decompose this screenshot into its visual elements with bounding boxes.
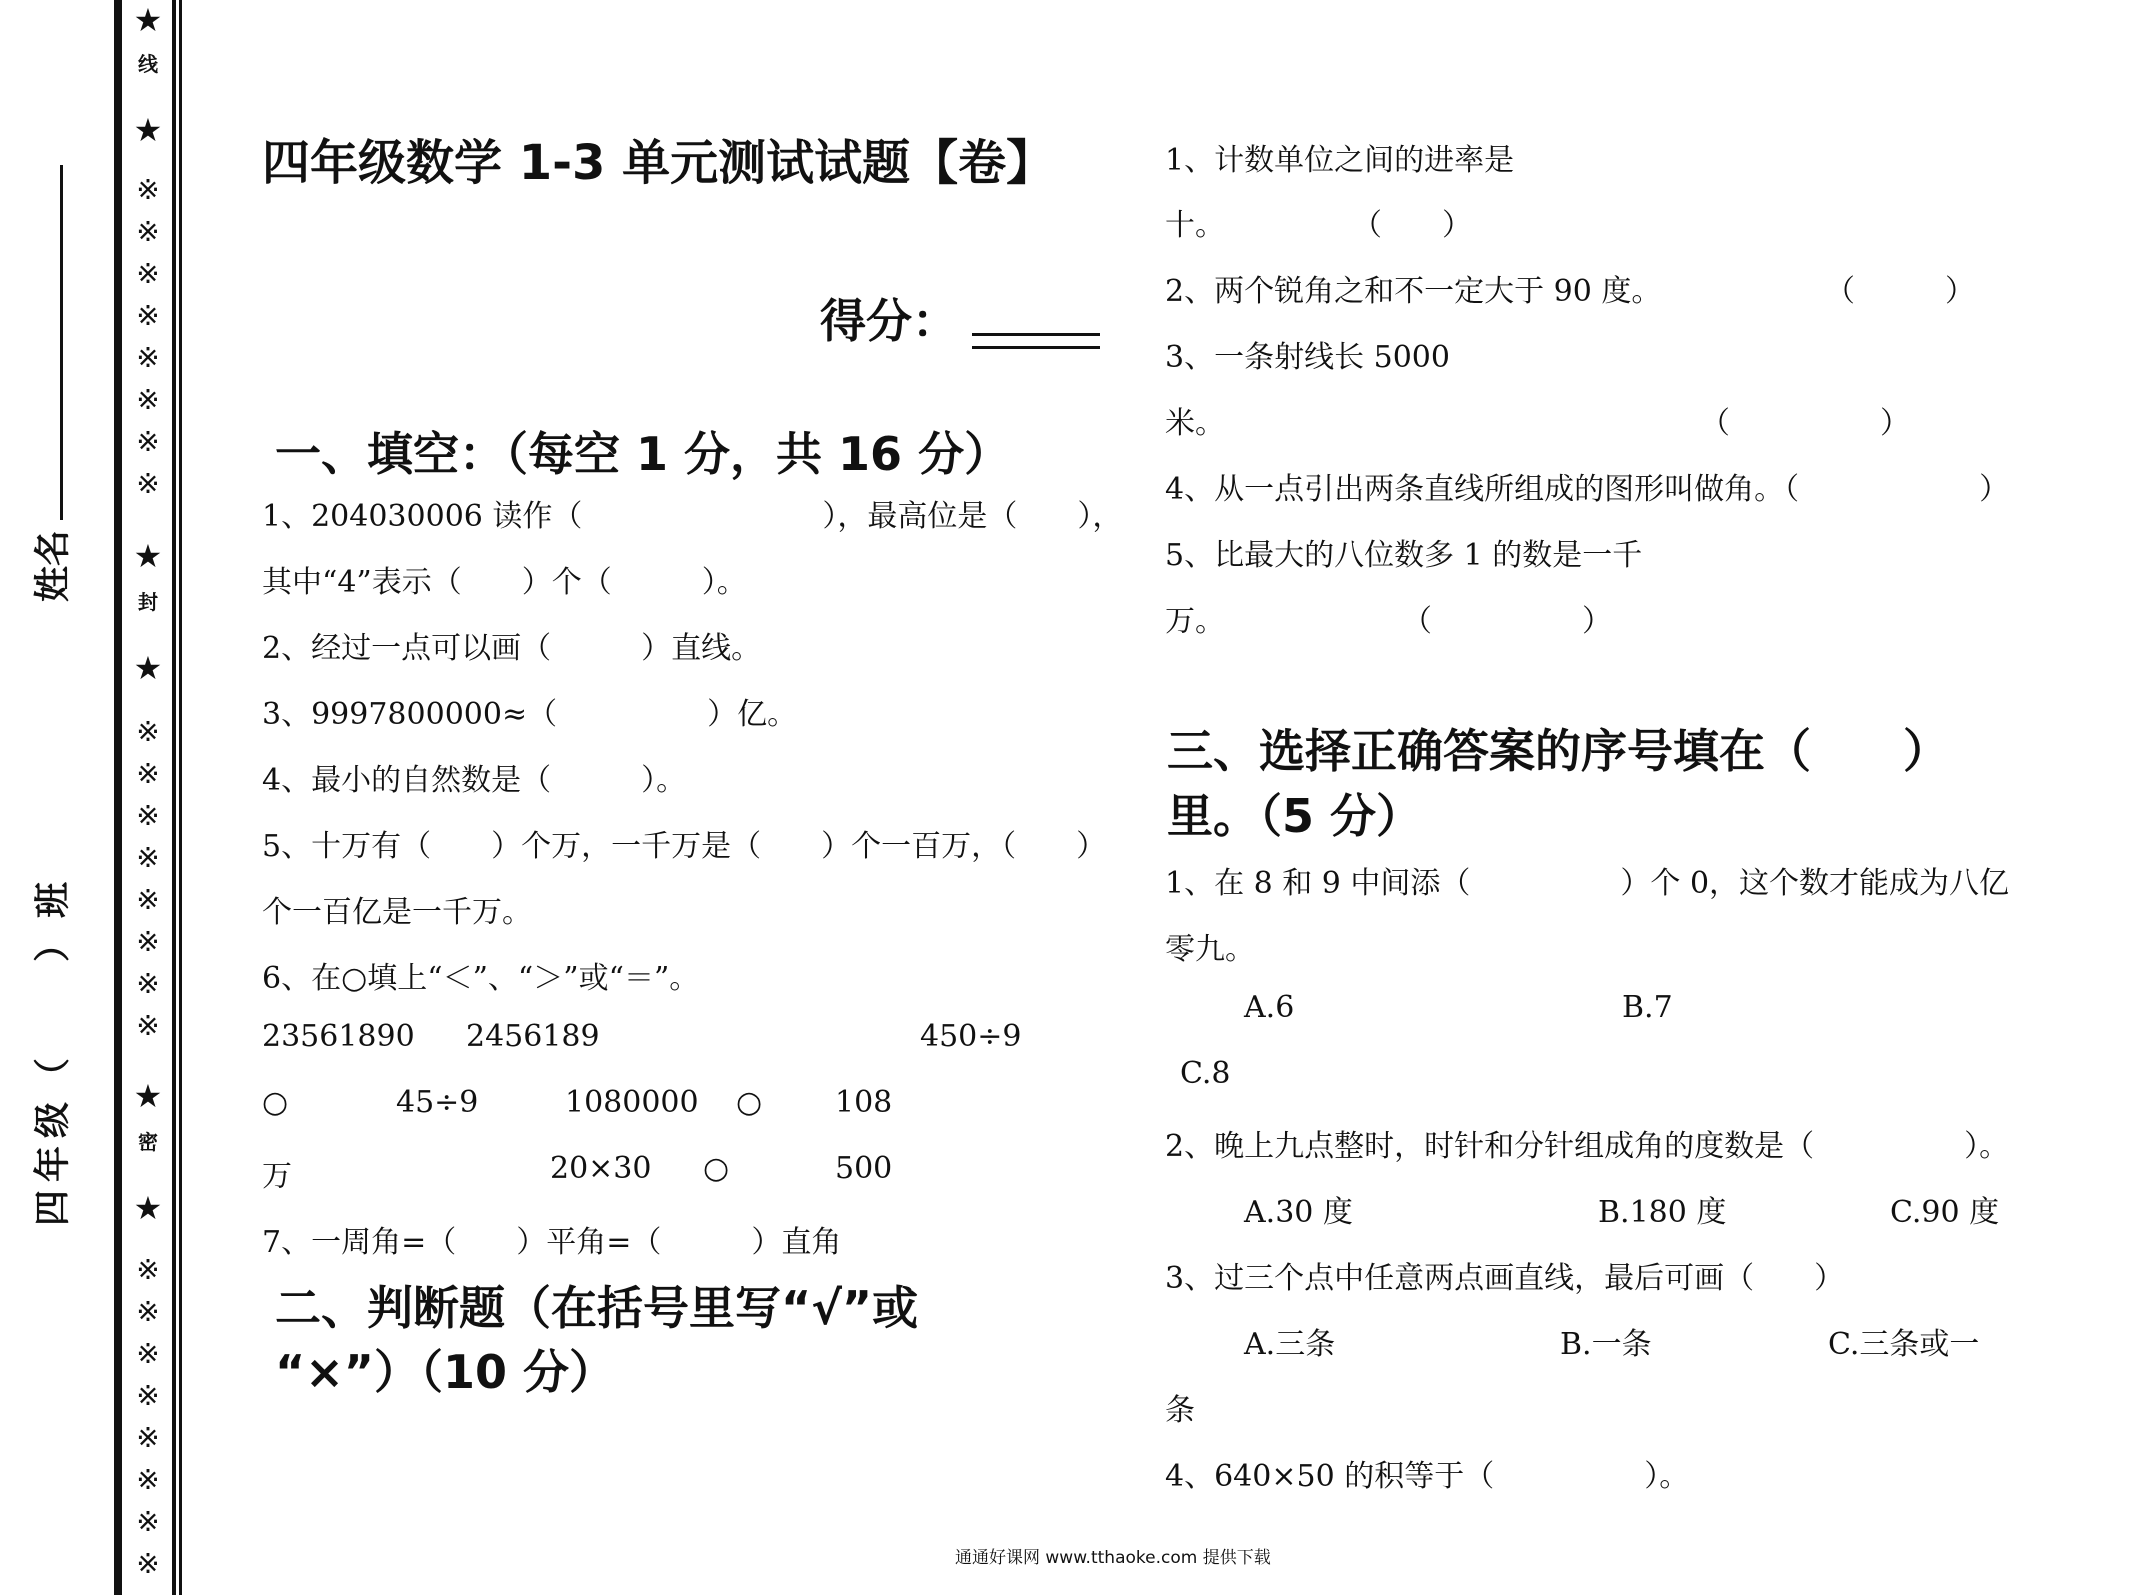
s2-q3-cont: 米。: [1165, 406, 1225, 441]
class-label: 四年级（ ）班: [32, 873, 74, 1227]
mark-icon: ※: [136, 1337, 160, 1370]
s2-q2-answer[interactable]: （ ）: [1825, 274, 1975, 309]
mark-icon: ※: [136, 215, 160, 248]
section2-heading-2: “×”）（10 分）: [275, 1345, 616, 1399]
binding-line-right: [179, 0, 182, 1595]
mark-icon: ※: [136, 1505, 160, 1538]
mark-icon: ※: [136, 425, 160, 458]
s3-q2: 2、晚上九点整时，时针和分针组成角的度数是（ ）。: [1165, 1129, 2010, 1164]
binding-line-inner: [172, 0, 176, 1595]
s3-q1: 1、在 8 和 9 中间添（ ）个 0，这个数才能成为八亿: [1165, 866, 2010, 901]
s1-line-2: 其中“4”表示（ ）个（ ）。: [262, 565, 747, 600]
s2-q3-answer[interactable]: （ ）: [1700, 406, 1910, 441]
mark-icon: ※: [136, 883, 160, 916]
binding-line-left: [114, 0, 122, 1595]
section3-heading-2: 里。（5 分）: [1167, 789, 1423, 843]
compare-value: 450÷9: [920, 1019, 1022, 1054]
mark-icon: ※: [136, 1547, 160, 1580]
s1-line-7: 个一百亿是一千万。: [262, 895, 532, 930]
mark-icon: ※: [136, 1379, 160, 1412]
name-underline[interactable]: [60, 165, 63, 520]
mark-icon: ※: [136, 383, 160, 416]
mark-icon: ※: [136, 1295, 160, 1328]
option-b[interactable]: B.180 度: [1598, 1195, 1727, 1230]
s2-q5: 5、比最大的八位数多 1 的数是一千: [1165, 538, 1643, 573]
page-title: 四年级数学 1-3 单元测试试题【卷】: [262, 135, 1055, 191]
star-icon: ★: [133, 111, 163, 149]
option-a[interactable]: A.30 度: [1244, 1195, 1353, 1230]
mark-icon: ※: [136, 967, 160, 1000]
mark-icon: ※: [136, 257, 160, 290]
s1-line-5: 4、最小的自然数是（ ）。: [262, 763, 687, 798]
mark-icon: ※: [136, 1463, 160, 1496]
star-icon: ★: [133, 537, 163, 575]
footer-credit: 通通好课网 www.tthaoke.com 提供下载: [955, 1548, 1271, 1568]
mark-icon: ※: [136, 757, 160, 790]
s3-q4: 4、640×50 的积等于（ ）。: [1165, 1459, 1690, 1494]
mark-icon: ※: [136, 173, 160, 206]
mark-icon: ※: [136, 1253, 160, 1286]
star-icon: ★: [133, 1077, 163, 1115]
mark-icon: ※: [136, 467, 160, 500]
compare-circle[interactable]: ○: [703, 1151, 730, 1186]
s1-line-q7: 7、一周角=（ ）平角=（ ）直角: [262, 1225, 842, 1260]
section1-heading: 一、填空：（每空 1 分，共 16 分）: [275, 427, 1011, 481]
s2-q2: 2、两个锐角之和不一定大于 90 度。: [1165, 274, 1662, 309]
s2-q1: 1、计数单位之间的进率是: [1165, 143, 1515, 178]
compare-circle[interactable]: ○: [262, 1085, 289, 1120]
mark-icon: ※: [136, 715, 160, 748]
section2-heading-1: 二、判断题（在括号里写“√”或: [275, 1281, 919, 1335]
star-icon: ★: [133, 1189, 163, 1227]
name-label: 姓名: [32, 529, 74, 603]
option-b[interactable]: B.一条: [1560, 1327, 1652, 1362]
s1-line-6: 5、十万有（ ）个万，一千万是（ ）个一百万，（ ）: [262, 829, 1107, 864]
mark-icon: ※: [136, 299, 160, 332]
s1-line-1: 1、204030006 读作（ ），最高位是（ ），: [262, 499, 1123, 534]
s1-line-3: 2、经过一点可以画（ ）直线。: [262, 631, 762, 666]
s3-q3-cont: 条: [1165, 1393, 1195, 1428]
binding-char-line: 线: [138, 52, 158, 76]
option-c[interactable]: C.三条或一: [1828, 1327, 1980, 1362]
mark-icon: ※: [136, 841, 160, 874]
compare-value: 1080000: [565, 1085, 699, 1120]
score-label: 得分：: [820, 294, 958, 348]
binding-char-secret: 密: [138, 1130, 158, 1154]
star-icon: ★: [133, 1, 163, 39]
s2-q5-answer[interactable]: （ ）: [1402, 604, 1612, 639]
option-a[interactable]: A.6: [1244, 990, 1295, 1025]
mark-icon: ※: [136, 341, 160, 374]
section3-heading-1: 三、选择正确答案的序号填在（ ）: [1167, 724, 1949, 778]
s3-q3: 3、过三个点中任意两点画直线，最后可画（ ）: [1165, 1261, 1845, 1296]
s2-q1-answer[interactable]: （ ）: [1352, 208, 1472, 243]
option-c[interactable]: C.90 度: [1890, 1195, 2000, 1230]
compare-value: 45÷9: [396, 1085, 479, 1120]
s1-line-4: 3、9997800000≈（ ）亿。: [262, 697, 798, 732]
binding-char-seal: 封: [138, 590, 158, 614]
compare-value: 108: [835, 1085, 893, 1120]
compare-value: 2456189: [466, 1019, 600, 1054]
s1-line-8: 6、在○填上“＜”、“＞”或“＝”。: [262, 961, 700, 996]
compare-value: 万: [262, 1159, 292, 1194]
option-a[interactable]: A.三条: [1244, 1327, 1336, 1362]
mark-icon: ※: [136, 1009, 160, 1042]
mark-icon: ※: [136, 1421, 160, 1454]
s3-q1-cont: 零九。: [1165, 932, 1255, 967]
s2-q3: 3、一条射线长 5000: [1165, 340, 1450, 375]
option-b[interactable]: B.7: [1622, 990, 1673, 1025]
star-icon: ★: [133, 649, 163, 687]
score-field[interactable]: [972, 333, 1100, 349]
compare-value: 20×30: [550, 1151, 652, 1186]
compare-value: 500: [835, 1151, 893, 1186]
s2-q5-cont: 万。: [1165, 604, 1225, 639]
binding-strip: [128, 0, 168, 1595]
s2-q4: 4、从一点引出两条直线所组成的图形叫做角。（ ）: [1165, 472, 2010, 507]
compare-circle[interactable]: ○: [736, 1085, 763, 1120]
mark-icon: ※: [136, 925, 160, 958]
s2-q1-cont: 十。: [1165, 208, 1225, 243]
option-c[interactable]: C.8: [1180, 1056, 1231, 1091]
compare-value: 23561890: [262, 1019, 415, 1054]
mark-icon: ※: [136, 799, 160, 832]
